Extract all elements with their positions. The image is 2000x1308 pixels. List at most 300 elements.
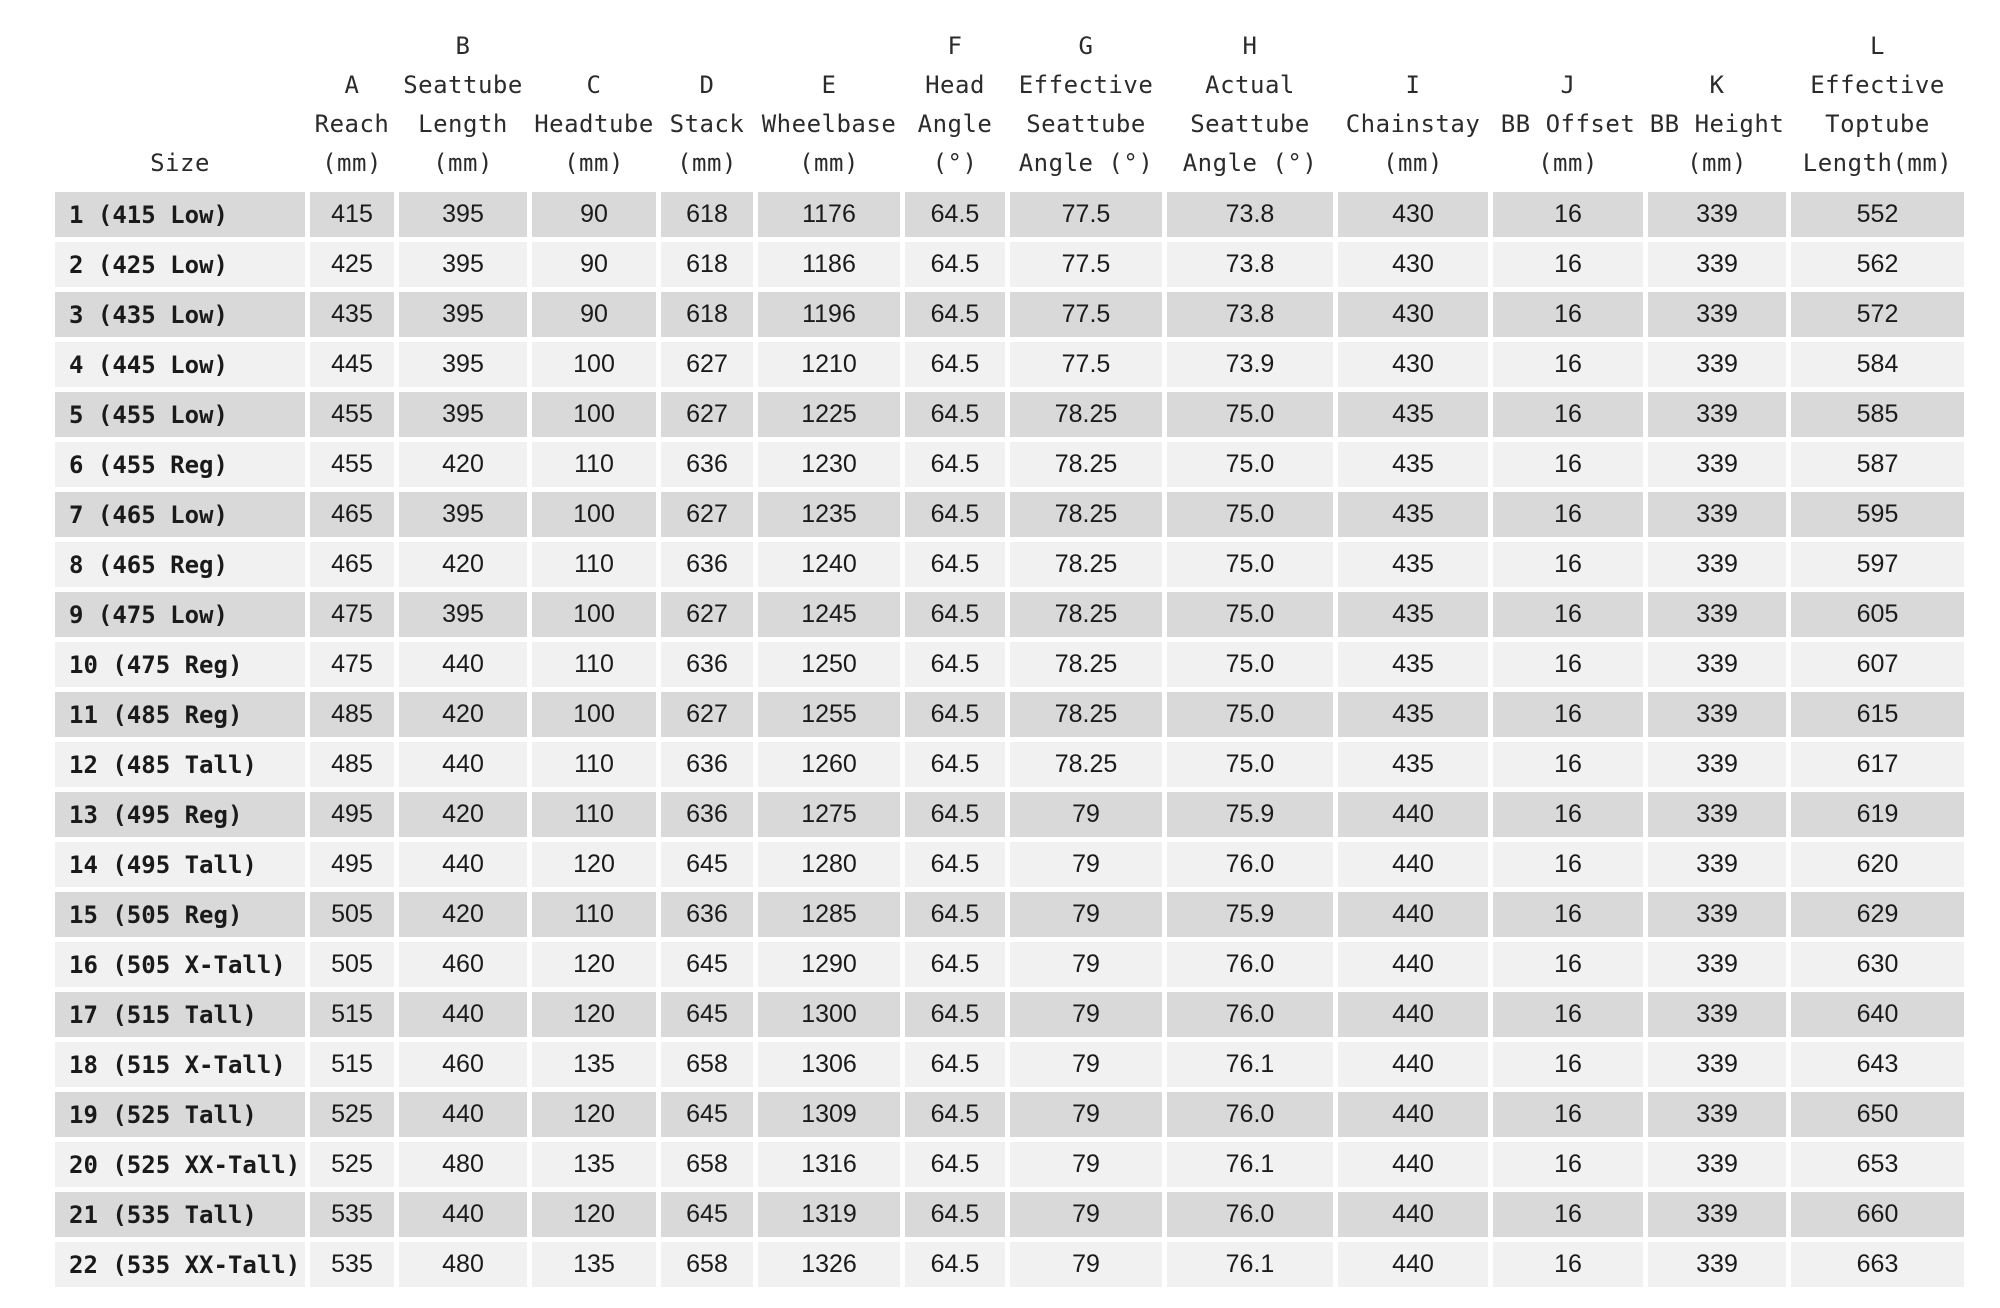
cell-eff-seattube-angle: 78.25	[1010, 392, 1162, 437]
cell-head-angle: 64.5	[905, 192, 1005, 237]
header-line: (mm)	[564, 149, 624, 177]
cell-headtube: 120	[532, 1192, 656, 1237]
cell-seattube-length: 460	[399, 942, 527, 987]
cell-bb-offset: 16	[1493, 992, 1643, 1037]
column-header-seattube-length	[399, 27, 527, 187]
cell-head-angle: 64.5	[905, 842, 1005, 887]
cell-seattube-length: 395	[399, 342, 527, 387]
cell-eff-toptube: 629	[1791, 892, 1964, 937]
cell-wheelbase: 1275	[758, 792, 900, 837]
cell-eff-seattube-angle: 79	[1010, 992, 1162, 1037]
cell-seattube-length: 440	[399, 1192, 527, 1237]
cell-eff-seattube-angle: 79	[1010, 842, 1162, 887]
cell-reach: 485	[310, 692, 394, 737]
cell-bb-height: 339	[1648, 442, 1786, 487]
cell-eff-toptube: 660	[1791, 1192, 1964, 1237]
size-cell: 7 (465 Low)	[55, 492, 305, 537]
cell-wheelbase: 1255	[758, 692, 900, 737]
size-cell: 12 (485 Tall)	[55, 742, 305, 787]
table-row	[55, 492, 1964, 537]
cell-chainstay: 430	[1338, 242, 1488, 287]
table-row	[55, 692, 1964, 737]
cell-eff-toptube: 620	[1791, 842, 1964, 887]
size-cell: 19 (525 Tall)	[55, 1092, 305, 1137]
cell-headtube: 100	[532, 592, 656, 637]
column-header-headtube	[532, 27, 656, 187]
column-header-wheelbase	[758, 27, 900, 187]
cell-head-angle: 64.5	[905, 592, 1005, 637]
cell-eff-seattube-angle: 78.25	[1010, 442, 1162, 487]
header-line: Reach	[314, 110, 390, 138]
cell-stack: 627	[661, 392, 753, 437]
cell-head-angle: 64.5	[905, 492, 1005, 537]
cell-wheelbase: 1225	[758, 392, 900, 437]
size-cell: 22 (535 XX-Tall)	[55, 1242, 305, 1287]
cell-bb-offset: 16	[1493, 442, 1643, 487]
header-line: I	[1405, 71, 1421, 99]
header-line: J	[1560, 71, 1576, 99]
table-row	[55, 942, 1964, 987]
cell-headtube: 90	[532, 192, 656, 237]
cell-seattube-length: 420	[399, 542, 527, 587]
table-header	[55, 27, 1964, 187]
cell-bb-offset: 16	[1493, 1042, 1643, 1087]
cell-reach: 465	[310, 492, 394, 537]
header-line: BB Offset	[1500, 110, 1636, 138]
table-row	[55, 192, 1964, 237]
size-cell: 8 (465 Reg)	[55, 542, 305, 587]
cell-eff-seattube-angle: 79	[1010, 892, 1162, 937]
cell-chainstay: 435	[1338, 642, 1488, 687]
header-row	[55, 27, 1964, 187]
cell-head-angle: 64.5	[905, 692, 1005, 737]
table-row	[55, 1142, 1964, 1187]
cell-eff-seattube-angle: 77.5	[1010, 242, 1162, 287]
cell-seattube-length: 420	[399, 692, 527, 737]
table-body	[55, 192, 1964, 1287]
cell-chainstay: 430	[1338, 192, 1488, 237]
cell-chainstay: 440	[1338, 942, 1488, 987]
cell-eff-seattube-angle: 79	[1010, 1192, 1162, 1237]
cell-bb-offset: 16	[1493, 492, 1643, 537]
header-line: (mm)	[433, 149, 493, 177]
cell-head-angle: 64.5	[905, 992, 1005, 1037]
cell-chainstay: 440	[1338, 1092, 1488, 1137]
cell-head-angle: 64.5	[905, 242, 1005, 287]
cell-stack: 645	[661, 1092, 753, 1137]
header-line: A	[344, 71, 360, 99]
header-line: H	[1242, 32, 1258, 60]
cell-wheelbase: 1230	[758, 442, 900, 487]
cell-chainstay: 435	[1338, 492, 1488, 537]
cell-bb-height: 339	[1648, 492, 1786, 537]
cell-bb-height: 339	[1648, 342, 1786, 387]
header-line: (mm)	[1538, 149, 1598, 177]
cell-seattube-length: 440	[399, 742, 527, 787]
cell-reach: 535	[310, 1242, 394, 1287]
cell-stack: 627	[661, 592, 753, 637]
cell-stack: 618	[661, 242, 753, 287]
cell-bb-height: 339	[1648, 1142, 1786, 1187]
cell-head-angle: 64.5	[905, 1092, 1005, 1137]
cell-headtube: 110	[532, 442, 656, 487]
table-row	[55, 1242, 1964, 1287]
table-row	[55, 1042, 1964, 1087]
column-header-reach	[310, 27, 394, 187]
cell-seattube-length: 395	[399, 292, 527, 337]
cell-chainstay: 440	[1338, 1192, 1488, 1237]
cell-bb-height: 339	[1648, 292, 1786, 337]
header-line: F	[947, 32, 963, 60]
cell-wheelbase: 1235	[758, 492, 900, 537]
header-line: BB Height	[1649, 110, 1785, 138]
cell-reach: 525	[310, 1092, 394, 1137]
cell-reach: 495	[310, 792, 394, 837]
cell-act-seattube-angle: 73.8	[1167, 242, 1333, 287]
cell-seattube-length: 420	[399, 792, 527, 837]
cell-wheelbase: 1326	[758, 1242, 900, 1287]
cell-bb-height: 339	[1648, 792, 1786, 837]
cell-bb-offset: 16	[1493, 1192, 1643, 1237]
cell-bb-offset: 16	[1493, 1092, 1643, 1137]
cell-reach: 445	[310, 342, 394, 387]
cell-headtube: 110	[532, 742, 656, 787]
cell-bb-offset: 16	[1493, 892, 1643, 937]
header-line: Angle	[917, 110, 993, 138]
cell-act-seattube-angle: 76.0	[1167, 992, 1333, 1037]
cell-bb-offset: 16	[1493, 792, 1643, 837]
size-cell: 17 (515 Tall)	[55, 992, 305, 1037]
size-cell: 16 (505 X-Tall)	[55, 942, 305, 987]
cell-eff-seattube-angle: 77.5	[1010, 292, 1162, 337]
cell-reach: 455	[310, 392, 394, 437]
table-row	[55, 342, 1964, 387]
cell-eff-toptube: 605	[1791, 592, 1964, 637]
cell-bb-height: 339	[1648, 692, 1786, 737]
cell-reach: 515	[310, 1042, 394, 1087]
table-row	[55, 842, 1964, 887]
cell-chainstay: 440	[1338, 1042, 1488, 1087]
cell-head-angle: 64.5	[905, 342, 1005, 387]
cell-reach: 505	[310, 942, 394, 987]
cell-bb-offset: 16	[1493, 692, 1643, 737]
cell-chainstay: 440	[1338, 992, 1488, 1037]
cell-eff-seattube-angle: 78.25	[1010, 592, 1162, 637]
column-header-chainstay	[1338, 27, 1488, 187]
header-line: E	[821, 71, 837, 99]
header-line: Angle (°)	[1182, 149, 1318, 177]
cell-seattube-length: 395	[399, 392, 527, 437]
cell-stack: 636	[661, 542, 753, 587]
cell-chainstay: 435	[1338, 592, 1488, 637]
cell-seattube-length: 420	[399, 892, 527, 937]
cell-headtube: 110	[532, 542, 656, 587]
cell-headtube: 135	[532, 1142, 656, 1187]
cell-bb-height: 339	[1648, 392, 1786, 437]
cell-wheelbase: 1210	[758, 342, 900, 387]
cell-bb-height: 339	[1648, 242, 1786, 287]
size-cell: 15 (505 Reg)	[55, 892, 305, 937]
header-line: Seattube	[1190, 110, 1310, 138]
cell-eff-toptube: 587	[1791, 442, 1964, 487]
cell-bb-offset: 16	[1493, 642, 1643, 687]
cell-headtube: 135	[532, 1042, 656, 1087]
header-line: B	[455, 32, 471, 60]
cell-act-seattube-angle: 76.1	[1167, 1242, 1333, 1287]
cell-headtube: 120	[532, 842, 656, 887]
cell-wheelbase: 1250	[758, 642, 900, 687]
cell-seattube-length: 440	[399, 1092, 527, 1137]
cell-seattube-length: 480	[399, 1142, 527, 1187]
cell-bb-height: 339	[1648, 892, 1786, 937]
cell-wheelbase: 1290	[758, 942, 900, 987]
cell-bb-offset: 16	[1493, 242, 1643, 287]
cell-stack: 645	[661, 1192, 753, 1237]
cell-stack: 627	[661, 692, 753, 737]
cell-bb-offset: 16	[1493, 742, 1643, 787]
table-row	[55, 392, 1964, 437]
header-line: Size	[150, 149, 210, 177]
cell-chainstay: 435	[1338, 542, 1488, 587]
column-header-stack	[661, 27, 753, 187]
cell-chainstay: 430	[1338, 292, 1488, 337]
cell-seattube-length: 460	[399, 1042, 527, 1087]
cell-eff-seattube-angle: 79	[1010, 1042, 1162, 1087]
cell-eff-toptube: 562	[1791, 242, 1964, 287]
cell-reach: 475	[310, 642, 394, 687]
cell-wheelbase: 1280	[758, 842, 900, 887]
cell-eff-seattube-angle: 78.25	[1010, 642, 1162, 687]
cell-eff-toptube: 617	[1791, 742, 1964, 787]
header-line: Seattube	[1026, 110, 1146, 138]
cell-eff-seattube-angle: 78.25	[1010, 742, 1162, 787]
cell-act-seattube-angle: 75.0	[1167, 592, 1333, 637]
header-line: Seattube	[403, 71, 523, 99]
cell-act-seattube-angle: 76.0	[1167, 842, 1333, 887]
column-header-size	[55, 27, 305, 187]
header-line: Actual	[1205, 71, 1295, 99]
cell-headtube: 120	[532, 1092, 656, 1137]
cell-headtube: 120	[532, 992, 656, 1037]
cell-eff-seattube-angle: 79	[1010, 942, 1162, 987]
cell-seattube-length: 420	[399, 442, 527, 487]
header-line: Length(mm)	[1802, 149, 1953, 177]
cell-headtube: 110	[532, 642, 656, 687]
table-row	[55, 792, 1964, 837]
header-line: Chainstay	[1345, 110, 1481, 138]
cell-head-angle: 64.5	[905, 942, 1005, 987]
cell-eff-toptube: 650	[1791, 1092, 1964, 1137]
cell-eff-toptube: 552	[1791, 192, 1964, 237]
cell-stack: 627	[661, 492, 753, 537]
cell-head-angle: 64.5	[905, 742, 1005, 787]
header-line: Wheelbase	[761, 110, 897, 138]
cell-wheelbase: 1300	[758, 992, 900, 1037]
table-row	[55, 1092, 1964, 1137]
header-line: (mm)	[1687, 149, 1747, 177]
size-cell: 21 (535 Tall)	[55, 1192, 305, 1237]
cell-act-seattube-angle: 76.1	[1167, 1142, 1333, 1187]
header-line: Head	[925, 71, 985, 99]
cell-wheelbase: 1186	[758, 242, 900, 287]
cell-headtube: 135	[532, 1242, 656, 1287]
cell-bb-height: 339	[1648, 1242, 1786, 1287]
table-row	[55, 292, 1964, 337]
cell-chainstay: 435	[1338, 742, 1488, 787]
size-cell: 6 (455 Reg)	[55, 442, 305, 487]
cell-chainstay: 430	[1338, 342, 1488, 387]
cell-act-seattube-angle: 75.0	[1167, 642, 1333, 687]
cell-stack: 636	[661, 792, 753, 837]
cell-reach: 535	[310, 1192, 394, 1237]
cell-eff-seattube-angle: 79	[1010, 1142, 1162, 1187]
header-line: Effective	[1810, 71, 1945, 99]
header-line: (mm)	[677, 149, 737, 177]
cell-seattube-length: 440	[399, 642, 527, 687]
cell-head-angle: 64.5	[905, 1192, 1005, 1237]
cell-eff-seattube-angle: 79	[1010, 1242, 1162, 1287]
table-row	[55, 442, 1964, 487]
cell-reach: 485	[310, 742, 394, 787]
cell-head-angle: 64.5	[905, 1142, 1005, 1187]
column-header-eff-toptube	[1791, 27, 1964, 187]
column-header-act-seattube-angle	[1167, 27, 1333, 187]
cell-head-angle: 64.5	[905, 392, 1005, 437]
cell-headtube: 110	[532, 892, 656, 937]
cell-seattube-length: 440	[399, 992, 527, 1037]
cell-eff-toptube: 643	[1791, 1042, 1964, 1087]
cell-bb-height: 339	[1648, 592, 1786, 637]
header-line: Effective	[1018, 71, 1154, 99]
cell-bb-offset: 16	[1493, 1142, 1643, 1187]
column-header-bb-height	[1648, 27, 1786, 187]
table-row	[55, 742, 1964, 787]
cell-head-angle: 64.5	[905, 442, 1005, 487]
table-row	[55, 892, 1964, 937]
cell-bb-height: 339	[1648, 1192, 1786, 1237]
cell-bb-offset: 16	[1493, 192, 1643, 237]
cell-act-seattube-angle: 73.8	[1167, 192, 1333, 237]
size-cell: 4 (445 Low)	[55, 342, 305, 387]
cell-eff-toptube: 584	[1791, 342, 1964, 387]
cell-wheelbase: 1196	[758, 292, 900, 337]
cell-act-seattube-angle: 76.0	[1167, 1092, 1333, 1137]
cell-stack: 636	[661, 442, 753, 487]
column-header-bb-offset	[1493, 27, 1643, 187]
cell-eff-seattube-angle: 77.5	[1010, 342, 1162, 387]
cell-bb-offset: 16	[1493, 392, 1643, 437]
cell-headtube: 90	[532, 242, 656, 287]
cell-bb-height: 339	[1648, 942, 1786, 987]
size-cell: 14 (495 Tall)	[55, 842, 305, 887]
cell-headtube: 110	[532, 792, 656, 837]
cell-reach: 425	[310, 242, 394, 287]
geometry-table	[50, 22, 1969, 1292]
cell-wheelbase: 1319	[758, 1192, 900, 1237]
cell-headtube: 100	[532, 492, 656, 537]
cell-stack: 658	[661, 1042, 753, 1087]
cell-chainstay: 435	[1338, 392, 1488, 437]
cell-reach: 505	[310, 892, 394, 937]
cell-chainstay: 440	[1338, 892, 1488, 937]
cell-act-seattube-angle: 76.0	[1167, 1192, 1333, 1237]
header-line: Headtube	[534, 110, 654, 138]
cell-bb-offset: 16	[1493, 342, 1643, 387]
header-line: (mm)	[799, 149, 859, 177]
table-row	[55, 242, 1964, 287]
cell-bb-height: 339	[1648, 842, 1786, 887]
cell-eff-toptube: 607	[1791, 642, 1964, 687]
cell-stack: 618	[661, 192, 753, 237]
cell-bb-height: 339	[1648, 742, 1786, 787]
cell-wheelbase: 1176	[758, 192, 900, 237]
column-header-head-angle	[905, 27, 1005, 187]
cell-seattube-length: 395	[399, 192, 527, 237]
cell-bb-offset: 16	[1493, 542, 1643, 587]
cell-bb-height: 339	[1648, 992, 1786, 1037]
cell-wheelbase: 1306	[758, 1042, 900, 1087]
cell-chainstay: 440	[1338, 842, 1488, 887]
cell-seattube-length: 395	[399, 492, 527, 537]
cell-seattube-length: 440	[399, 842, 527, 887]
header-line: G	[1078, 32, 1094, 60]
header-line: D	[699, 71, 715, 99]
cell-bb-offset: 16	[1493, 942, 1643, 987]
header-line: Toptube	[1825, 110, 1930, 138]
cell-chainstay: 435	[1338, 442, 1488, 487]
cell-eff-toptube: 585	[1791, 392, 1964, 437]
size-cell: 18 (515 X-Tall)	[55, 1042, 305, 1087]
cell-eff-toptube: 640	[1791, 992, 1964, 1037]
cell-bb-height: 339	[1648, 1092, 1786, 1137]
header-line: Length	[418, 110, 508, 138]
cell-head-angle: 64.5	[905, 542, 1005, 587]
cell-eff-toptube: 597	[1791, 542, 1964, 587]
cell-eff-seattube-angle: 79	[1010, 792, 1162, 837]
table-row	[55, 542, 1964, 587]
cell-wheelbase: 1309	[758, 1092, 900, 1137]
cell-act-seattube-angle: 75.9	[1167, 892, 1333, 937]
header-line: L	[1870, 32, 1885, 60]
cell-chainstay: 435	[1338, 692, 1488, 737]
header-line: Angle (°)	[1018, 149, 1154, 177]
cell-reach: 435	[310, 292, 394, 337]
cell-seattube-length: 395	[399, 242, 527, 287]
cell-headtube: 100	[532, 342, 656, 387]
cell-stack: 636	[661, 742, 753, 787]
cell-bb-offset: 16	[1493, 842, 1643, 887]
cell-stack: 636	[661, 642, 753, 687]
cell-stack: 645	[661, 992, 753, 1037]
cell-eff-toptube: 615	[1791, 692, 1964, 737]
cell-eff-toptube: 595	[1791, 492, 1964, 537]
size-cell: 20 (525 XX-Tall)	[55, 1142, 305, 1187]
cell-bb-offset: 16	[1493, 1242, 1643, 1287]
cell-eff-toptube: 630	[1791, 942, 1964, 987]
cell-act-seattube-angle: 75.9	[1167, 792, 1333, 837]
header-line: C	[586, 71, 602, 99]
cell-stack: 658	[661, 1242, 753, 1287]
cell-bb-offset: 16	[1493, 292, 1643, 337]
size-cell: 13 (495 Reg)	[55, 792, 305, 837]
cell-stack: 618	[661, 292, 753, 337]
cell-head-angle: 64.5	[905, 1042, 1005, 1087]
cell-headtube: 100	[532, 692, 656, 737]
cell-wheelbase: 1316	[758, 1142, 900, 1187]
cell-stack: 636	[661, 892, 753, 937]
cell-stack: 645	[661, 842, 753, 887]
cell-seattube-length: 480	[399, 1242, 527, 1287]
